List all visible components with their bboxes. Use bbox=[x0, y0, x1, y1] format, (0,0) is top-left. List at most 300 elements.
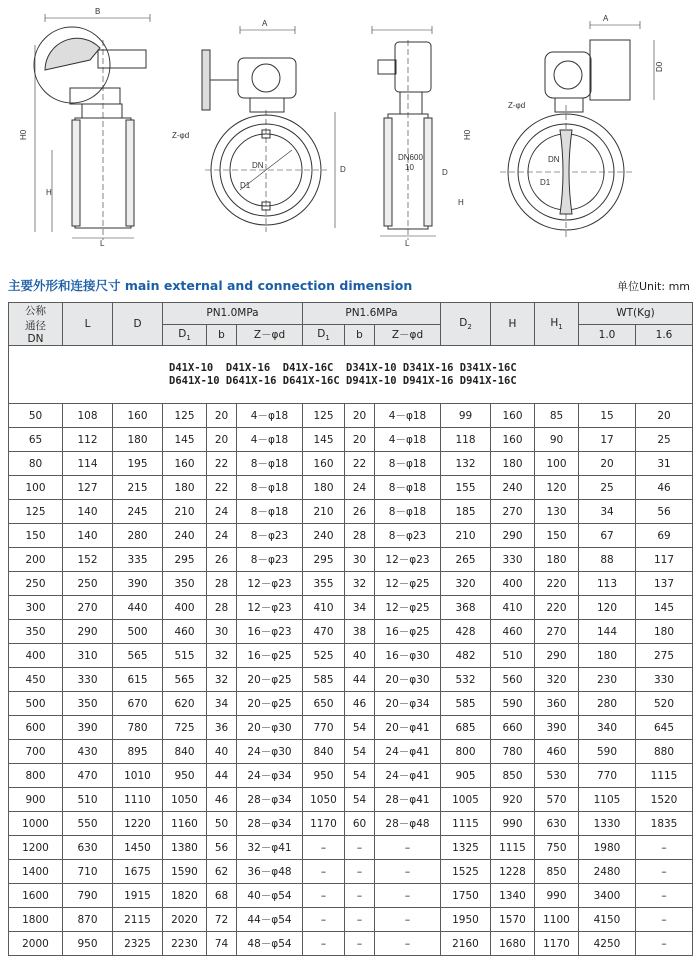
table-cell: 1800 bbox=[9, 908, 63, 932]
table-cell: – bbox=[636, 860, 693, 884]
table-cell: 145 bbox=[163, 428, 207, 452]
table-cell: 180 bbox=[163, 476, 207, 500]
table-cell: 428 bbox=[441, 620, 491, 644]
header-h: H bbox=[491, 303, 535, 346]
table-cell: 950 bbox=[63, 932, 113, 956]
table-cell: 160 bbox=[303, 452, 345, 476]
table-cell: 1170 bbox=[303, 812, 345, 836]
table-cell: 800 bbox=[441, 740, 491, 764]
table-cell: 1160 bbox=[163, 812, 207, 836]
table-cell: 46 bbox=[207, 788, 237, 812]
table-cell: 4－φ18 bbox=[237, 404, 303, 428]
header-b-pn16: b bbox=[345, 324, 375, 346]
table-cell: – bbox=[345, 908, 375, 932]
table-cell: 34 bbox=[579, 500, 636, 524]
table-cell: – bbox=[303, 836, 345, 860]
table-cell: – bbox=[375, 908, 441, 932]
table-cell: 8－φ23 bbox=[237, 548, 303, 572]
table-cell: 1115 bbox=[636, 764, 693, 788]
table-cell: – bbox=[345, 836, 375, 860]
table-cell: 32 bbox=[207, 668, 237, 692]
table-cell: 290 bbox=[63, 620, 113, 644]
svg-text:Z-φd: Z-φd bbox=[508, 101, 526, 110]
header-wt-10: 1.0 bbox=[579, 324, 636, 346]
table-cell: 560 bbox=[491, 668, 535, 692]
table-cell: 28－φ34 bbox=[237, 812, 303, 836]
table-cell: 200 bbox=[9, 548, 63, 572]
table-cell: 350 bbox=[63, 692, 113, 716]
table-cell: 790 bbox=[63, 884, 113, 908]
table-cell: 8－φ18 bbox=[237, 476, 303, 500]
table-cell: 8－φ18 bbox=[375, 500, 441, 524]
table-cell: 22 bbox=[207, 452, 237, 476]
table-cell: 275 bbox=[636, 644, 693, 668]
table-cell: 590 bbox=[491, 692, 535, 716]
table-cell: 210 bbox=[303, 500, 345, 524]
table-cell: 300 bbox=[9, 596, 63, 620]
table-cell: 1600 bbox=[9, 884, 63, 908]
table-cell: 330 bbox=[63, 668, 113, 692]
table-cell: 44 bbox=[345, 668, 375, 692]
table-cell: 28 bbox=[345, 524, 375, 548]
table-cell: 32 bbox=[345, 572, 375, 596]
table-cell: – bbox=[375, 932, 441, 956]
table-cell: 350 bbox=[9, 620, 63, 644]
table-cell: 615 bbox=[113, 668, 163, 692]
dimension-table bbox=[8, 302, 693, 956]
table-cell: 54 bbox=[345, 740, 375, 764]
table-cell: 630 bbox=[535, 812, 579, 836]
table-cell: 54 bbox=[345, 716, 375, 740]
table-cell: 660 bbox=[491, 716, 535, 740]
table-cell: 62 bbox=[207, 860, 237, 884]
table-cell: 290 bbox=[535, 644, 579, 668]
svg-text:H0: H0 bbox=[463, 129, 472, 140]
table-cell: 1050 bbox=[303, 788, 345, 812]
table-cell: 30 bbox=[207, 620, 237, 644]
table-cell: 1980 bbox=[579, 836, 636, 860]
table-cell: 69 bbox=[636, 524, 693, 548]
svg-text:A: A bbox=[603, 14, 609, 23]
table-cell: 920 bbox=[491, 788, 535, 812]
svg-text:DN: DN bbox=[548, 155, 560, 164]
table-cell: 725 bbox=[163, 716, 207, 740]
table-cell: 440 bbox=[113, 596, 163, 620]
table-cell: 20 bbox=[207, 404, 237, 428]
table-cell: 840 bbox=[303, 740, 345, 764]
svg-text:B: B bbox=[95, 7, 101, 16]
table-cell: 120 bbox=[579, 596, 636, 620]
table-cell: 220 bbox=[535, 572, 579, 596]
table-cell: 72 bbox=[207, 908, 237, 932]
table-cell: 470 bbox=[303, 620, 345, 644]
table-cell: 1000 bbox=[9, 812, 63, 836]
table-cell: 38 bbox=[345, 620, 375, 644]
svg-text:DN600: DN600 bbox=[398, 153, 423, 162]
table-cell: 2000 bbox=[9, 932, 63, 956]
table-cell: 1835 bbox=[636, 812, 693, 836]
header-d1-pn16: $D_1$ bbox=[303, 324, 345, 346]
table-cell: 12－φ25 bbox=[375, 596, 441, 620]
header-d2: $D_2$ bbox=[441, 303, 491, 346]
table-row bbox=[9, 908, 693, 932]
table-cell: 320 bbox=[535, 668, 579, 692]
table-cell: 1010 bbox=[113, 764, 163, 788]
table-cell: 100 bbox=[535, 452, 579, 476]
table-row bbox=[9, 644, 693, 668]
table-cell: – bbox=[636, 836, 693, 860]
table-cell: 16－φ30 bbox=[375, 644, 441, 668]
svg-text:D0: D0 bbox=[655, 61, 664, 72]
table-cell: 40 bbox=[207, 740, 237, 764]
table-row bbox=[9, 428, 693, 452]
table-cell: 24 bbox=[345, 476, 375, 500]
header-zphid-pn10: Z－φd bbox=[237, 324, 303, 346]
table-cell: 26 bbox=[207, 548, 237, 572]
table-cell: 12－φ23 bbox=[237, 572, 303, 596]
table-cell: 645 bbox=[636, 716, 693, 740]
unit-label: 单位Unit: mm bbox=[616, 280, 690, 293]
table-cell: 32－φ41 bbox=[237, 836, 303, 860]
table-cell: 750 bbox=[535, 836, 579, 860]
table-cell: 780 bbox=[491, 740, 535, 764]
table-cell: 8－φ18 bbox=[237, 500, 303, 524]
table-cell: 114 bbox=[63, 452, 113, 476]
table-cell: 16－φ25 bbox=[237, 644, 303, 668]
header-d: D bbox=[113, 303, 163, 346]
table-cell: 340 bbox=[579, 716, 636, 740]
table-row bbox=[9, 476, 693, 500]
table-row bbox=[9, 740, 693, 764]
table-cell: 460 bbox=[163, 620, 207, 644]
table-cell: – bbox=[636, 908, 693, 932]
table-row bbox=[9, 788, 693, 812]
table-cell: 36－φ48 bbox=[237, 860, 303, 884]
table-cell: 20 bbox=[345, 428, 375, 452]
table-cell: 780 bbox=[113, 716, 163, 740]
table-cell: 770 bbox=[579, 764, 636, 788]
table-cell: 160 bbox=[491, 404, 535, 428]
table-cell: 295 bbox=[303, 548, 345, 572]
table-cell: 900 bbox=[9, 788, 63, 812]
table-cell: 905 bbox=[441, 764, 491, 788]
table-row bbox=[9, 500, 693, 524]
table-cell: 8－φ23 bbox=[375, 524, 441, 548]
table-cell: 460 bbox=[535, 740, 579, 764]
table-cell: 1110 bbox=[113, 788, 163, 812]
table-cell: 270 bbox=[491, 500, 535, 524]
header-h1: $H_1$ bbox=[535, 303, 579, 346]
table-cell: 1915 bbox=[113, 884, 163, 908]
svg-text:L: L bbox=[405, 239, 410, 248]
table-cell: 30 bbox=[345, 548, 375, 572]
table-cell: 500 bbox=[9, 692, 63, 716]
table-cell: 585 bbox=[441, 692, 491, 716]
table-cell: 1228 bbox=[491, 860, 535, 884]
table-cell: 270 bbox=[535, 620, 579, 644]
header-d1-pn10: $D_1$ bbox=[163, 324, 207, 346]
table-cell: 80 bbox=[9, 452, 63, 476]
table-row bbox=[9, 524, 693, 548]
table-cell: 368 bbox=[441, 596, 491, 620]
table-cell: 50 bbox=[9, 404, 63, 428]
table-cell: – bbox=[375, 860, 441, 884]
svg-text:DN: DN bbox=[252, 161, 264, 170]
table-cell: 2020 bbox=[163, 908, 207, 932]
table-cell: 20－φ41 bbox=[375, 716, 441, 740]
table-cell: – bbox=[303, 932, 345, 956]
table-cell: 2325 bbox=[113, 932, 163, 956]
table-cell: 895 bbox=[113, 740, 163, 764]
table-cell: 144 bbox=[579, 620, 636, 644]
table-cell: 32 bbox=[207, 644, 237, 668]
table-cell: 1680 bbox=[491, 932, 535, 956]
table-cell: 180 bbox=[535, 548, 579, 572]
table-cell: 1750 bbox=[441, 884, 491, 908]
svg-text:A: A bbox=[262, 19, 268, 28]
table-cell: 1330 bbox=[579, 812, 636, 836]
svg-text:H: H bbox=[46, 188, 52, 197]
table-cell: 180 bbox=[491, 452, 535, 476]
table-row bbox=[9, 836, 693, 860]
models-line-1: D41X-10 D41X-16 D41X-16C D341X-10 D341X-16 D341X-16C bbox=[169, 361, 517, 374]
svg-text:D1: D1 bbox=[540, 178, 551, 187]
table-cell: 310 bbox=[63, 644, 113, 668]
table-cell: 240 bbox=[163, 524, 207, 548]
table-cell: 295 bbox=[163, 548, 207, 572]
table-cell: 400 bbox=[491, 572, 535, 596]
table-row bbox=[9, 884, 693, 908]
table-cell: 4－φ18 bbox=[375, 428, 441, 452]
table-row bbox=[9, 932, 693, 956]
table-cell: 1005 bbox=[441, 788, 491, 812]
table-cell: 46 bbox=[636, 476, 693, 500]
table-cell: 24－φ41 bbox=[375, 740, 441, 764]
table-cell: 118 bbox=[441, 428, 491, 452]
table-cell: 570 bbox=[535, 788, 579, 812]
table-cell: 40－φ54 bbox=[237, 884, 303, 908]
table-cell: 500 bbox=[113, 620, 163, 644]
table-cell: 2160 bbox=[441, 932, 491, 956]
table-cell: 290 bbox=[491, 524, 535, 548]
table-cell: 8－φ23 bbox=[237, 524, 303, 548]
table-cell: 250 bbox=[63, 572, 113, 596]
table-cell: 20－φ34 bbox=[375, 692, 441, 716]
table-cell: 685 bbox=[441, 716, 491, 740]
table-cell: 550 bbox=[63, 812, 113, 836]
table-cell: 390 bbox=[535, 716, 579, 740]
table-cell: 630 bbox=[63, 836, 113, 860]
table-row bbox=[9, 620, 693, 644]
table-cell: 34 bbox=[345, 596, 375, 620]
table-cell: 25 bbox=[579, 476, 636, 500]
table-cell: 4－φ18 bbox=[375, 404, 441, 428]
svg-text:D1: D1 bbox=[240, 181, 251, 190]
table-cell: 160 bbox=[491, 428, 535, 452]
table-cell: 20 bbox=[207, 428, 237, 452]
table-cell: 22 bbox=[345, 452, 375, 476]
table-cell: 710 bbox=[63, 860, 113, 884]
table-cell: 3400 bbox=[579, 884, 636, 908]
table-cell: 800 bbox=[9, 764, 63, 788]
table-cell: 20－φ25 bbox=[237, 668, 303, 692]
table-cell: 510 bbox=[63, 788, 113, 812]
table-cell: 48－φ54 bbox=[237, 932, 303, 956]
table-cell: 770 bbox=[303, 716, 345, 740]
table-cell: 8－φ18 bbox=[375, 452, 441, 476]
svg-text:10: 10 bbox=[405, 163, 414, 172]
header-pn10: PN1.0MPa bbox=[163, 303, 303, 325]
table-cell: 240 bbox=[491, 476, 535, 500]
table-cell: 160 bbox=[163, 452, 207, 476]
table-cell: 1380 bbox=[163, 836, 207, 860]
table-cell: 280 bbox=[113, 524, 163, 548]
table-cell: 880 bbox=[636, 740, 693, 764]
table-cell: 20－φ30 bbox=[375, 668, 441, 692]
table-cell: 24 bbox=[207, 500, 237, 524]
header-wt: WT(Kg) bbox=[579, 303, 693, 325]
table-cell: 112 bbox=[63, 428, 113, 452]
table-cell: 12－φ23 bbox=[375, 548, 441, 572]
table-row bbox=[9, 548, 693, 572]
table-cell: 525 bbox=[303, 644, 345, 668]
table-cell: 355 bbox=[303, 572, 345, 596]
table-cell: 46 bbox=[345, 692, 375, 716]
table-cell: – bbox=[303, 908, 345, 932]
table-cell: 1100 bbox=[535, 908, 579, 932]
table-cell: – bbox=[303, 860, 345, 884]
table-cell: – bbox=[636, 884, 693, 908]
table-cell: 280 bbox=[579, 692, 636, 716]
table-cell: 1950 bbox=[441, 908, 491, 932]
table-cell: 24－φ34 bbox=[237, 764, 303, 788]
table-cell: 12－φ23 bbox=[237, 596, 303, 620]
table-cell: 215 bbox=[113, 476, 163, 500]
model-numbers bbox=[9, 346, 693, 404]
table-cell: 265 bbox=[441, 548, 491, 572]
table-cell: 125 bbox=[9, 500, 63, 524]
table-cell: 108 bbox=[63, 404, 113, 428]
svg-text:Z-φd: Z-φd bbox=[172, 131, 190, 140]
header-dn: 公称 通径 DN bbox=[9, 303, 63, 346]
table-cell: 390 bbox=[113, 572, 163, 596]
models-line-2: D641X-10 D641X-16 D641X-16C D941X-10 D941X-16 D941X-16C bbox=[169, 374, 517, 387]
table-cell: 250 bbox=[9, 572, 63, 596]
table-cell: 245 bbox=[113, 500, 163, 524]
svg-text:D: D bbox=[442, 168, 448, 177]
table-cell: 1170 bbox=[535, 932, 579, 956]
table-row bbox=[9, 812, 693, 836]
table-cell: 88 bbox=[579, 548, 636, 572]
table-cell: 90 bbox=[535, 428, 579, 452]
table-cell: 1520 bbox=[636, 788, 693, 812]
table-cell: 100 bbox=[9, 476, 63, 500]
table-cell: 210 bbox=[441, 524, 491, 548]
table-cell: 870 bbox=[63, 908, 113, 932]
table-cell: 220 bbox=[535, 596, 579, 620]
table-cell: 240 bbox=[303, 524, 345, 548]
table-cell: 410 bbox=[491, 596, 535, 620]
table-cell: 12－φ25 bbox=[375, 572, 441, 596]
table-cell: 1525 bbox=[441, 860, 491, 884]
table-cell: 155 bbox=[441, 476, 491, 500]
table-cell: 585 bbox=[303, 668, 345, 692]
table-cell: 24－φ30 bbox=[237, 740, 303, 764]
table-cell: 335 bbox=[113, 548, 163, 572]
table-cell: 600 bbox=[9, 716, 63, 740]
table-cell: 28－φ41 bbox=[375, 788, 441, 812]
table-cell: 270 bbox=[63, 596, 113, 620]
table-cell: 1820 bbox=[163, 884, 207, 908]
table-cell: 28－φ34 bbox=[237, 788, 303, 812]
header-wt-16: 1.6 bbox=[636, 324, 693, 346]
table-cell: 28 bbox=[207, 572, 237, 596]
table-cell: 1400 bbox=[9, 860, 63, 884]
table-cell: 150 bbox=[9, 524, 63, 548]
table-cell: 60 bbox=[345, 812, 375, 836]
table-cell: 120 bbox=[535, 476, 579, 500]
table-cell: 330 bbox=[636, 668, 693, 692]
table-cell: 1340 bbox=[491, 884, 535, 908]
table-cell: 520 bbox=[636, 692, 693, 716]
table-cell: 360 bbox=[535, 692, 579, 716]
table-cell: 180 bbox=[303, 476, 345, 500]
table-cell: 20－φ25 bbox=[237, 692, 303, 716]
table-cell: 4－φ18 bbox=[237, 428, 303, 452]
table-cell: 56 bbox=[207, 836, 237, 860]
table-cell: 17 bbox=[579, 428, 636, 452]
table-cell: 565 bbox=[163, 668, 207, 692]
table-cell: 840 bbox=[163, 740, 207, 764]
table-cell: 390 bbox=[63, 716, 113, 740]
table-cell: 20 bbox=[345, 404, 375, 428]
table-cell: 16－φ23 bbox=[237, 620, 303, 644]
table-cell: – bbox=[636, 932, 693, 956]
header-b-pn10: b bbox=[207, 324, 237, 346]
table-cell: – bbox=[345, 884, 375, 908]
table-cell: 410 bbox=[303, 596, 345, 620]
table-cell: 1115 bbox=[441, 812, 491, 836]
table-cell: 180 bbox=[579, 644, 636, 668]
table-row bbox=[9, 764, 693, 788]
table-cell: 530 bbox=[535, 764, 579, 788]
model-row bbox=[9, 346, 693, 404]
table-cell: 44－φ54 bbox=[237, 908, 303, 932]
svg-text:D: D bbox=[340, 165, 346, 174]
valve-drawings bbox=[0, 0, 700, 262]
table-cell: 515 bbox=[163, 644, 207, 668]
section-heading bbox=[8, 276, 692, 296]
table-cell: – bbox=[345, 860, 375, 884]
table-cell: 670 bbox=[113, 692, 163, 716]
table-cell: 2480 bbox=[579, 860, 636, 884]
table-cell: 1200 bbox=[9, 836, 63, 860]
table-cell: 482 bbox=[441, 644, 491, 668]
table-cell: 74 bbox=[207, 932, 237, 956]
table-cell: 85 bbox=[535, 404, 579, 428]
table-cell: 590 bbox=[579, 740, 636, 764]
table-cell: 4250 bbox=[579, 932, 636, 956]
table-cell: 850 bbox=[491, 764, 535, 788]
table-cell: 1675 bbox=[113, 860, 163, 884]
table-cell: 1590 bbox=[163, 860, 207, 884]
table-cell: 65 bbox=[9, 428, 63, 452]
table-cell: 28 bbox=[207, 596, 237, 620]
table-cell: 1570 bbox=[491, 908, 535, 932]
table-cell: 16－φ25 bbox=[375, 620, 441, 644]
table-cell: 20－φ30 bbox=[237, 716, 303, 740]
svg-text:H0: H0 bbox=[19, 129, 28, 140]
